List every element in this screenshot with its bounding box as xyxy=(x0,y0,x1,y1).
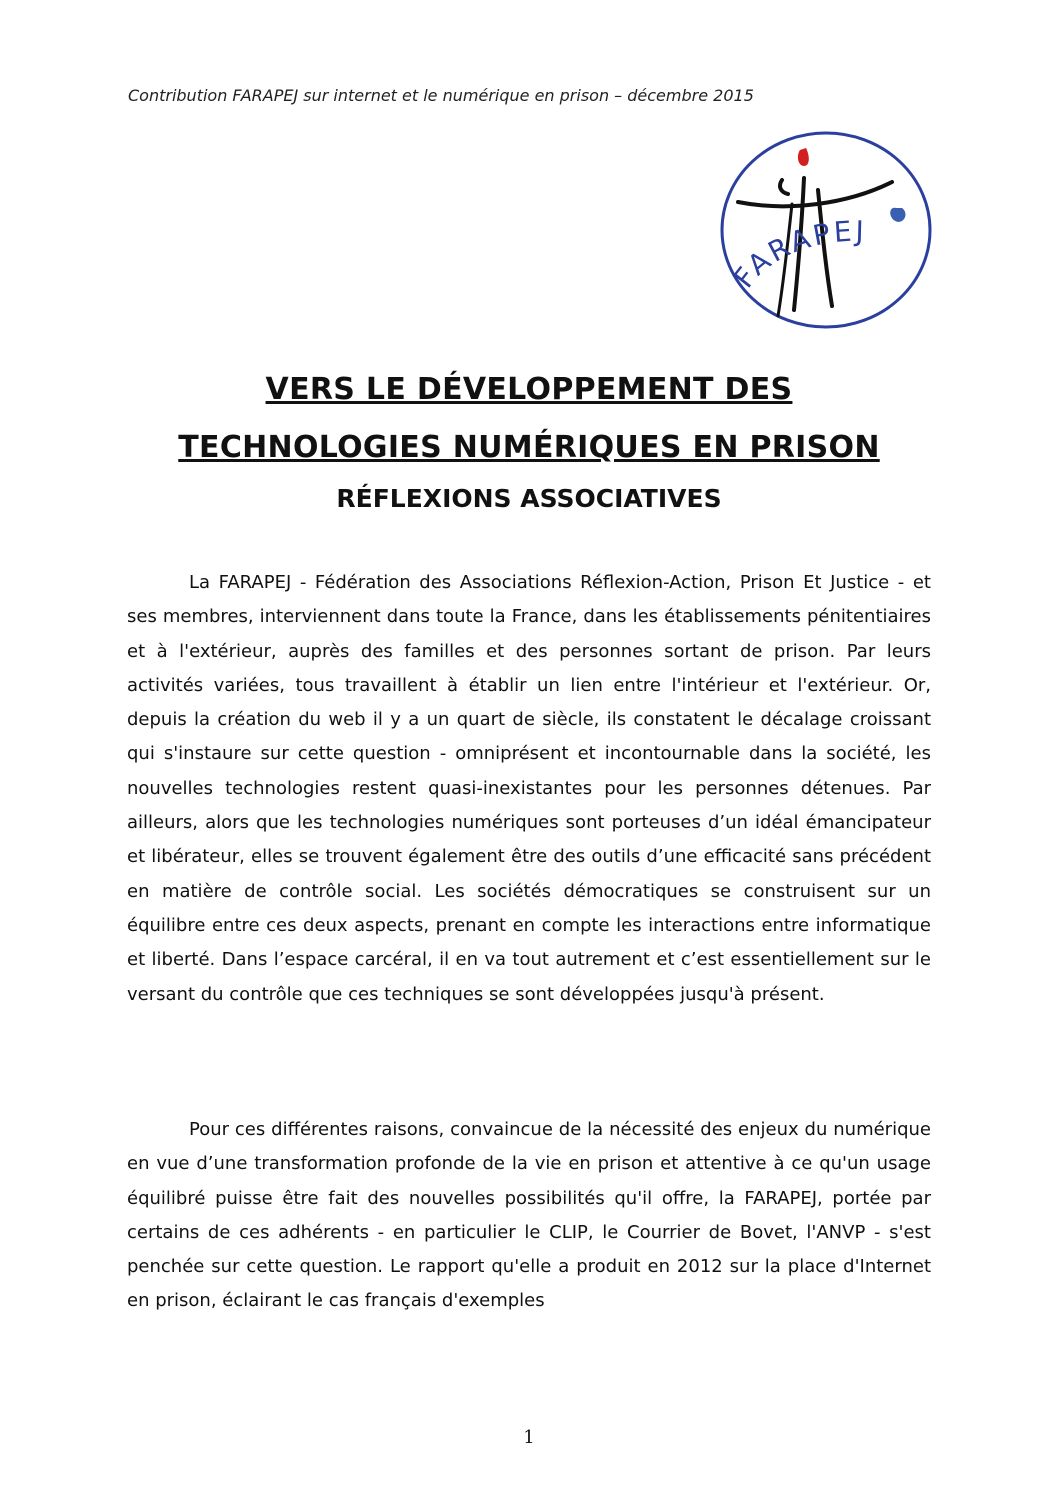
body-paragraph: Pour ces différentes raisons, convaincue de la nécessité des enjeux du numérique en vue d’une transformation profonde de la vie en prison et attentive à ce qu'un usage équilibré puisse être fait des nouvelles possibilités qu'il offre, la FARAPEJ, portée par certains de ces adhérents - en particulier le CLIP, le Courrier de Bovet, l'ANVP - s'est penchée sur cette question. Le rapport qu'elle a produit en 2012 sur la place d'Internet en prison, éclairant le cas français d'exemples xyxy=(127,1119,931,1312)
document-title-line-2: TECHNOLOGIES NUMÉRIQUES EN PRISON xyxy=(178,430,880,465)
logo-text: FARAPEJ xyxy=(727,214,868,295)
document-title-line-1: VERS LE DÉVELOPPEMENT DES xyxy=(265,372,793,407)
page-number: 1 xyxy=(523,1427,535,1448)
page-header: Contribution FARAPEJ sur internet et le numérique en prison – décembre 2015 xyxy=(128,86,754,105)
farapej-logo xyxy=(718,130,932,330)
farapej-logo-graphic xyxy=(718,130,932,330)
body-paragraph: La FARAPEJ - Fédération des Associations Réflexion-Action, Prison Et Justice - et ses membres, interviennent dans toute la France, dans les établissements pénitentiaires et à l'extérieur, auprès des familles et des personnes sortant de prison. Par leurs activités variées, tous travaillent à établir un lien entre l'intérieur et l'extérieur. Or, depuis la création du web il y a un quart de siècle, ils constatent le décalage croissant qui s'instaure sur cette question - omniprésent et incontournable dans la société, les nouvelles technologies restent quasi-inexistantes pour les personnes détenues. Par ailleurs, alors que les technologies numériques sont porteuses d’un idéal émancipateur et libérateur, elles se trouvent également être des outils d’une efficacité sans précédent en matière de contrôle social. Les sociétés démocratiques se construisent sur un équilibre entre ces deux aspects, prenant en compte les interactions entre informatique et liberté. Dans l’espace carcéral, il en va tout autrement et c’est essentiellement sur le versant du contrôle que ces techniques se sont développées jusqu'à présent. xyxy=(127,572,931,1005)
document-subtitle: RÉFLEXIONS ASSOCIATIVES xyxy=(336,484,722,513)
